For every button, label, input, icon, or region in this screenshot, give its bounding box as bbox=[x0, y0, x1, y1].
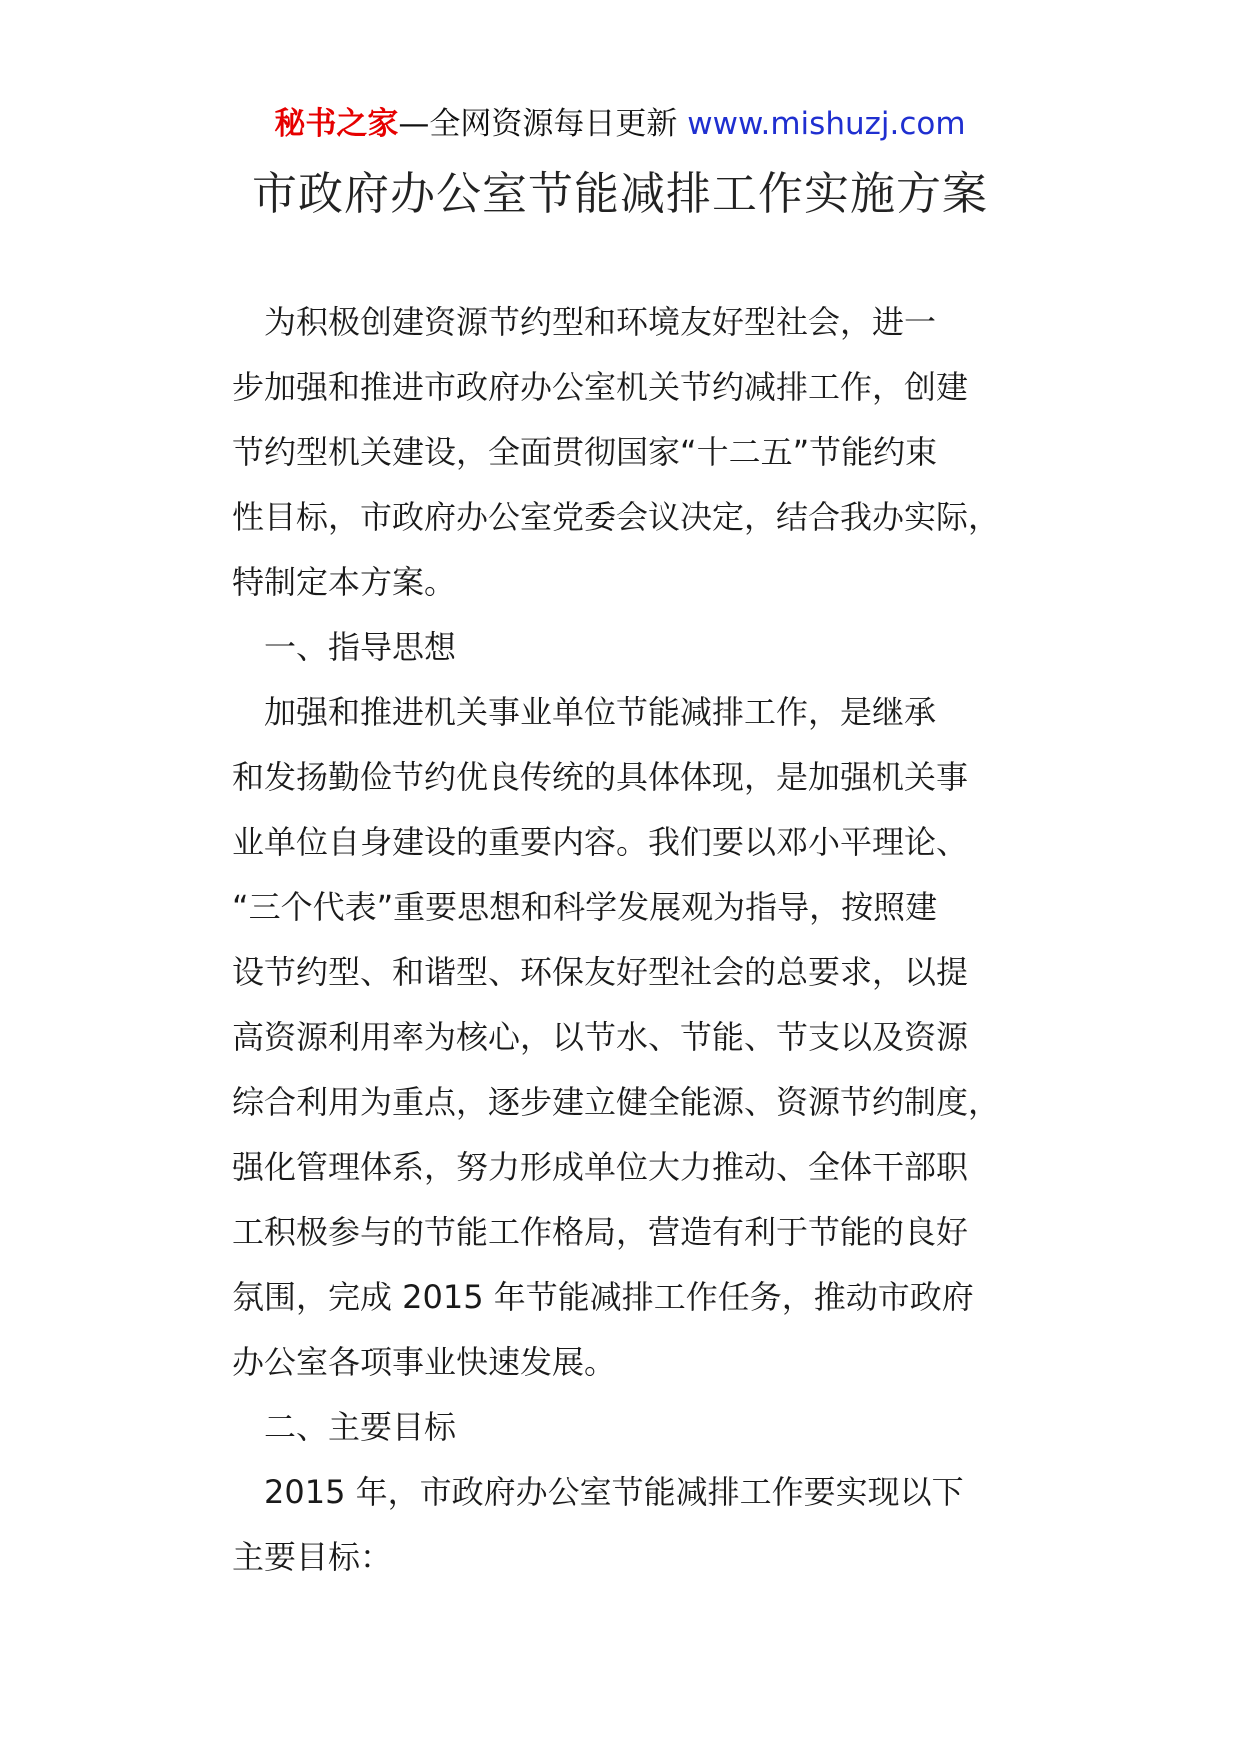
site-header bbox=[0, 102, 1240, 146]
body-line: 和发扬勤俭节约优良传统的具体体现，是加强机关事 bbox=[232, 758, 969, 796]
body-line: 强化管理体系，努力形成单位大力推动、全体干部职 bbox=[232, 1148, 969, 1186]
body-line: 节约型机关建设，全面贯彻国家“十二五”节能约束 bbox=[232, 433, 938, 471]
body-line: 高资源利用率为核心，以节水、节能、节支以及资源 bbox=[232, 1018, 969, 1056]
body-line: 设节约型、和谐型、环保友好型社会的总要求，以提 bbox=[232, 953, 969, 991]
document-body bbox=[232, 290, 1032, 1590]
body-line: 步加强和推进市政府办公室机关节约减排工作，创建 bbox=[232, 368, 969, 406]
body-line: 主要目标： bbox=[232, 1538, 393, 1576]
section-heading-guiding-ideology: 一、指导思想 bbox=[232, 628, 457, 666]
body-line: 2015 年，市政府办公室节能减排工作要实现以下 bbox=[232, 1473, 964, 1511]
body-line: 业单位自身建设的重要内容。我们要以邓小平理论、 bbox=[232, 823, 969, 861]
site-brand: 秘书之家 bbox=[274, 106, 399, 142]
body-line: 办公室各项事业快速发展。 bbox=[232, 1343, 617, 1381]
body-line: 工积极参与的节能工作格局，营造有利于节能的良好 bbox=[232, 1213, 969, 1251]
body-line: 性目标，市政府办公室党委会议决定，结合我办实际， bbox=[232, 498, 1001, 536]
body-line: 氛围，完成 2015 年节能减排工作任务，推动市政府 bbox=[232, 1278, 974, 1316]
document-title: 市政府办公室节能减排工作实施方案 bbox=[251, 167, 988, 220]
body-line: 加强和推进机关事业单位节能减排工作，是继承 bbox=[232, 693, 937, 731]
body-line: 为积极创建资源节约型和环境友好型社会，进一 bbox=[232, 303, 937, 341]
site-url-link[interactable]: www.mishuzj.com bbox=[687, 106, 966, 142]
body-line: “三个代表”重要思想和科学发展观为指导，按照建 bbox=[232, 888, 938, 926]
body-line: 特制定本方案。 bbox=[232, 563, 457, 601]
body-line: 综合利用为重点，逐步建立健全能源、资源节约制度， bbox=[232, 1083, 1001, 1121]
section-heading-main-goals: 二、主要目标 bbox=[232, 1408, 457, 1446]
site-slogan: —全网资源每日更新 bbox=[398, 106, 678, 142]
